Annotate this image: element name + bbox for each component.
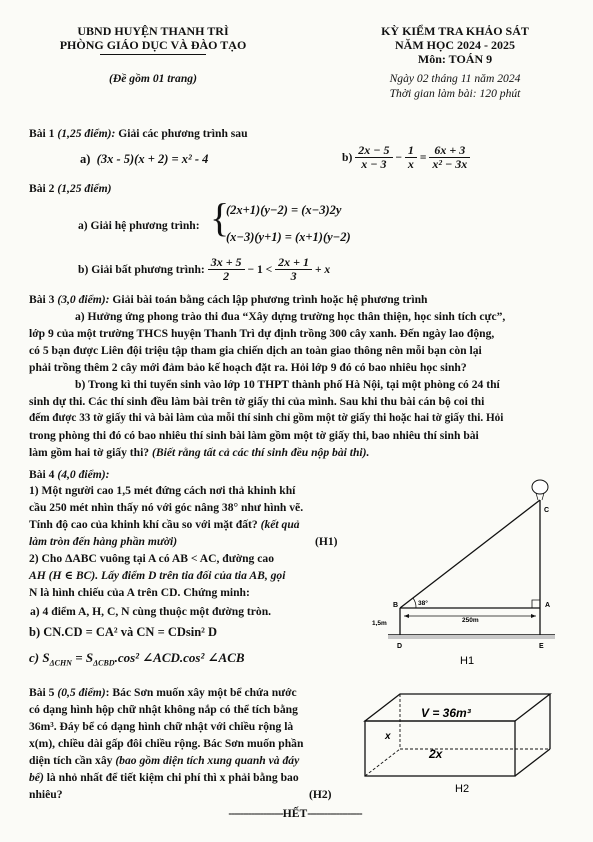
- bai3-b-last: làm gồm hai tờ giấy thi? (Biết rằng tất cả các thí sinh đều nộp bài thi).: [29, 446, 370, 459]
- header-left-line1: UBND HUYỆN THANH TRÌ: [77, 24, 229, 38]
- header-left-line2: PHÒNG GIÁO DỤC VÀ ĐÀO TẠO: [59, 38, 247, 52]
- figure-h1: [360, 470, 575, 670]
- bai1-b-frac2: $\frac{1}{x}$: [405, 144, 417, 171]
- bai4-pc: c) $S_{\Delta CHN} = S_{\Delta CBD}.\cos^2$ ∠ACD.cos² ∠ACB: [29, 650, 245, 668]
- bai2-b-frac1: $\frac{3x + 5}{2}$: [208, 256, 245, 283]
- bai4-part1: 1) Một người cao 1,5 mét đứng cách nơi thả khinh khí cầu 250 mét nhìn thấy nó với góc nâng 38° như hình vẽ. Tính độ cao của khinh khí cầu so với mặt đất? (kết quả làm tròn đến hàng phần mười) (H1) 2) Cho ΔABC vuông tại A có AB < AC, đường cao AH (H ∈ BC). Lấy điểm D trên tia đối của tia AB, gọi N là hình chiếu của A trên CD. Chứng minh: a) 4 điểm A, H, C, N cùng thuộc một đường tròn. b) CN.CD = CA² và CN = CDsin² D c) $S_{\Delta CHN} = S_{\Delta CBD}.\cos^2$ ∠ACD.cos² ∠ACB: [29, 483, 349, 671]
- bai4-heading: [29, 467, 110, 482]
- bai2-a-eq2: (x−3)(y+1) = (x+1)(y−2): [226, 230, 351, 244]
- bai2-a-eq1: (2x+1)(y−2) = (x−3)2y: [226, 203, 342, 217]
- bai1-text: Giải các phương trình sau: [115, 127, 248, 140]
- label-d: D: [397, 643, 403, 650]
- figure-h2: [355, 684, 575, 799]
- bai3-title: Bài 3: [29, 293, 55, 306]
- length-label: 2x: [429, 747, 443, 761]
- angle-label: 38°: [418, 600, 428, 607]
- bai3-b-line: b) Trong kì thi tuyển sinh vào lớp 10 THPT thành phố Hà Nội, tại một phòng có 24 thí: [75, 378, 500, 391]
- bai2-b-frac2: $\frac{2x + 1}{3}$: [275, 256, 312, 283]
- bai1-b-frac3: $\frac{6x + 3}{\text{x² − 3x}}$: [429, 144, 470, 171]
- label-c: C: [544, 507, 550, 514]
- label-b: B: [393, 602, 399, 609]
- bai4-pa: a) 4 điểm A, H, C, N cùng thuộc một đường tròn.: [30, 605, 272, 618]
- caption-h1: H1: [460, 655, 475, 667]
- bai3-b-line: sinh dự thi. Các thí sinh đều làm bài trên tờ giấy thi của mình. Sau khi thu bài cán bộ coi thi: [29, 395, 485, 408]
- header-right-date: Ngày 02 tháng 11 năm 2024: [389, 72, 521, 85]
- bai1-heading: [29, 126, 248, 141]
- bai2-b: b) Giải bất phương trình: $\frac{3x + 5}{2}$ − 1 < $\frac{2x + 1}{3}$ + x: [78, 255, 331, 283]
- header-right-time: Thời gian làm bài: 120 phút: [389, 87, 521, 100]
- bai4-points: (4,0 điểm):: [57, 468, 110, 481]
- bai1-points: (1,25 điểm):: [57, 127, 116, 140]
- header-left-underline: [100, 54, 206, 55]
- label-a: A: [545, 602, 551, 609]
- bai1-a: a) (3x - 5)(x + 2) = x² - 4: [80, 152, 209, 166]
- balloon-icon: [532, 480, 548, 494]
- bai3-b-line: trong phòng thi đó có bao nhiêu thí sinh bài làm gồm một tờ giấy thi, bao nhiêu thí sinh bài: [29, 429, 479, 442]
- bai3-a-line: lớp 9 của một trường THCS huyện Thanh Trì dự định trồng 300 cây xanh. Đến ngày lao động,: [29, 327, 495, 340]
- bai4-pb: b) CN.CD = CA² và CN = CDsin² D: [29, 625, 218, 639]
- footer-end: -------------------HẾT-------------------: [228, 807, 362, 820]
- bai2-system-brace: {: [210, 195, 230, 240]
- bai1-b-frac1: $\frac{2x - 5}{x - 3}$: [355, 144, 392, 171]
- bai1-b: b) $\frac{2x - 5}{x - 3}$ − $\frac{1}{x}$ = $\frac{6x + 3}{\text{x² − 3x}}$: [342, 144, 470, 171]
- sight-line: [400, 500, 540, 608]
- bai3-a-paragraph: [29, 309, 574, 460]
- header-left-note: (Đề gồm 01 trang): [109, 72, 197, 85]
- bai3-points: (3,0 điểm):: [57, 293, 110, 306]
- bai2-title: Bài 2: [29, 182, 55, 195]
- label-e: E: [539, 643, 544, 650]
- header-right-line2: NĂM HỌC 2024 - 2025: [395, 38, 515, 52]
- bai3-text: Giải bài toán bằng cách lập phương trình hoặc hệ phương trình: [109, 293, 428, 306]
- header-right-line1: KỲ KIỂM TRA KHẢO SÁT: [381, 24, 529, 38]
- bai2-heading: [29, 181, 111, 196]
- bai4-title: Bài 4: [29, 468, 55, 481]
- bai3-b-line: đếm được 33 tờ giấy thi và bài làm của mỗi thí sinh chỉ gồm một tờ giấy thi hoặc hai tờ giấy thi. Hỏi: [29, 412, 504, 424]
- caption-h2: H2: [455, 783, 470, 795]
- bai1-title: Bài 1: [29, 127, 55, 140]
- bai3-a-line: phải trồng thêm 2 cây mới đảm bảo kế hoạch đặt ra. Hỏi lớp 9 đó có bao nhiêu học sinh?: [29, 361, 467, 374]
- header-right-line3: Môn: TOÁN 9: [417, 52, 493, 66]
- bai3-heading: [29, 292, 427, 307]
- bai2-a-label: a) Giải hệ phương trình:: [78, 219, 200, 232]
- width-label: x: [385, 731, 391, 742]
- bai2-points: (1,25 điểm): [57, 182, 112, 195]
- bai3-a-line: a) Hưởng ứng phong trào thi đua “Xây dựng trường học thân thiện, học sinh tích cực”,: [75, 310, 506, 323]
- distance-label: 250m: [462, 617, 479, 624]
- bai1-a-expr: (3x - 5)(x + 2) = x² - 4: [96, 152, 209, 166]
- volume-label: V = 36m³: [421, 706, 471, 720]
- bai5-paragraph: Bài 5 (0,5 điểm): Bác Sơn muốn xây một bể chứa nước có dạng hình hộp chữ nhật không nắp có thể tích bằng 36m³. Đáy bể có dạng hình chữ nhật với chiều rộng là x(m), chiều dài gấp đôi chiều rộng. Bác Sơn muốn phần diện tích cần xây (bao gồm diện tích xung quanh và đáy bể) là nhỏ nhất để tiết kiệm chi phí thì x phải bằng bao nhiêu? (H2): [29, 686, 332, 801]
- bai3-a-line: có 5 bạn được Liên đội triệu tập tham gia chiến dịch an toàn giao thông nên mỗi bạn còn lại: [29, 344, 482, 357]
- height-label: 1,5m: [372, 620, 387, 627]
